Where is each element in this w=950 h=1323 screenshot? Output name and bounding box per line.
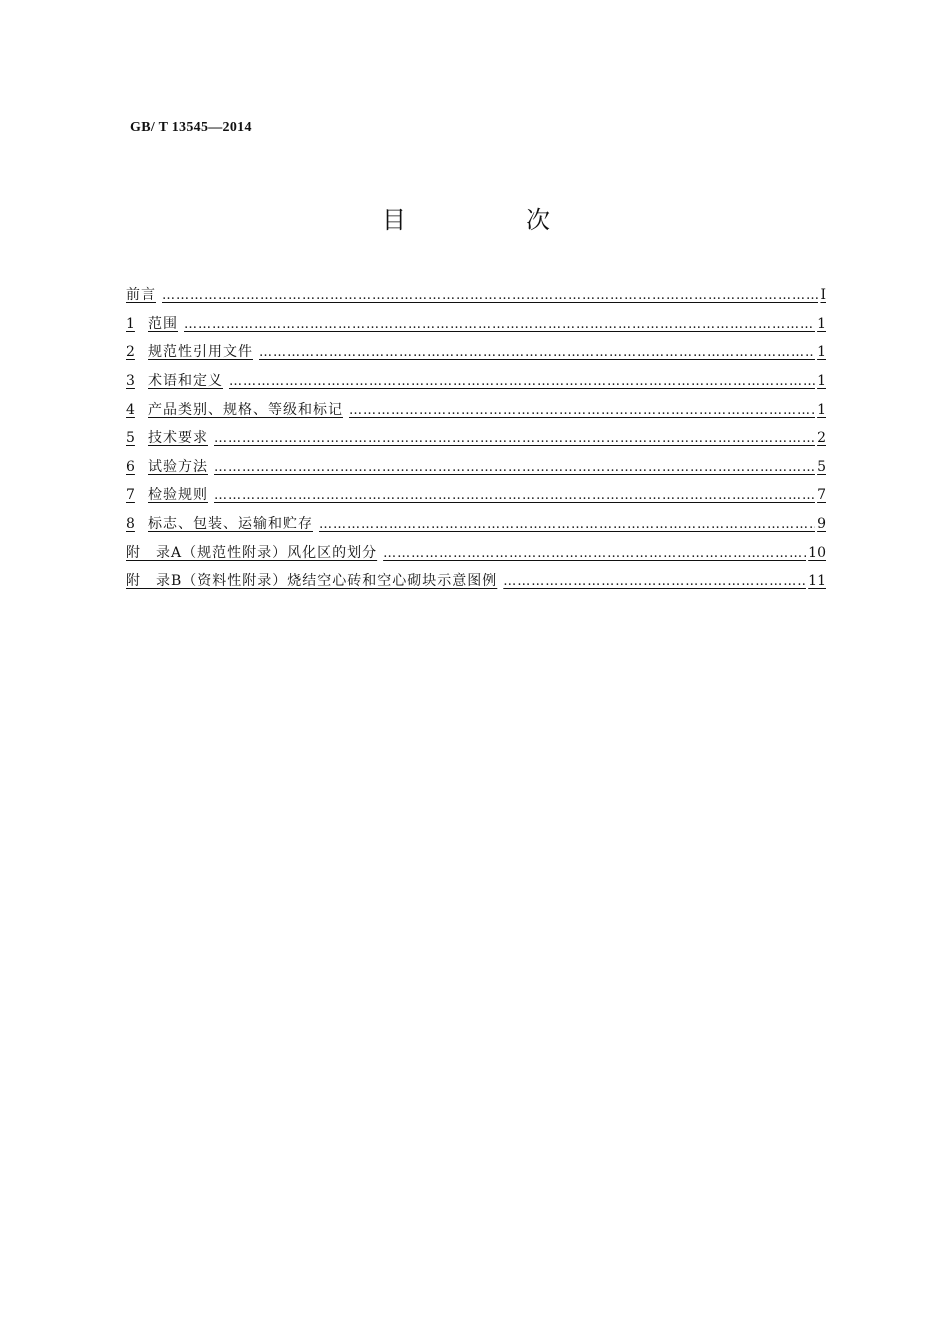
toc-leader-dots	[184, 317, 815, 332]
toc-leader-dots	[229, 374, 815, 389]
toc-section-number: 2	[126, 344, 135, 361]
toc-link[interactable]	[126, 313, 826, 333]
toc-link[interactable]	[126, 341, 826, 361]
toc-label: 范围	[148, 315, 178, 332]
toc-label: 技术要求	[148, 430, 208, 447]
toc-link[interactable]	[126, 570, 826, 590]
toc-entry-product-classification[interactable]	[126, 394, 826, 423]
toc-link[interactable]	[126, 399, 826, 419]
toc-page-number: 7	[817, 487, 826, 504]
toc-section-number: 6	[126, 458, 135, 475]
toc-leader-dots	[349, 403, 815, 418]
toc-label: 标志、包装、运输和贮存	[148, 516, 313, 533]
toc-page-number: 1	[817, 373, 826, 390]
toc-page-number: 1	[817, 344, 826, 361]
toc-page-number: 1	[817, 401, 826, 418]
toc-section-number: 4	[126, 401, 135, 418]
toc-page-number: 1	[817, 315, 826, 332]
toc-entry-normative-references[interactable]	[126, 337, 826, 366]
toc-page-number: 5	[817, 458, 826, 475]
toc-link[interactable]	[126, 427, 826, 447]
toc-label: 附 录A（规范性附录）风化区的划分	[126, 544, 378, 561]
toc-leader-dots	[162, 288, 818, 303]
toc-leader-dots	[503, 574, 806, 589]
toc-label: 附 录B（资料性附录）烧结空心砖和空心砌块示意图例	[126, 573, 498, 590]
toc-entry-terms-definitions[interactable]	[126, 366, 826, 395]
toc-label: 术语和定义	[148, 373, 223, 390]
toc-link[interactable]	[126, 284, 826, 304]
toc-link[interactable]	[126, 370, 826, 390]
toc-section-number: 7	[126, 487, 135, 504]
toc-entry-test-methods[interactable]	[126, 452, 826, 481]
toc-entry-foreword[interactable]	[126, 280, 826, 309]
toc-link[interactable]	[126, 542, 826, 562]
toc-link[interactable]	[126, 456, 826, 476]
toc-entry-marking-packaging[interactable]	[126, 509, 826, 538]
toc-entry-inspection-rules[interactable]	[126, 480, 826, 509]
toc-link[interactable]	[126, 484, 826, 504]
toc-label: 检验规则	[148, 487, 208, 504]
toc-label: 前言	[126, 287, 156, 304]
toc-leader-dots	[259, 345, 815, 360]
toc-page-number: 9	[817, 516, 826, 533]
toc-page-number: 11	[808, 573, 826, 590]
toc-leader-dots	[214, 488, 815, 503]
toc-link[interactable]	[126, 513, 826, 533]
toc-leader-dots	[383, 546, 806, 561]
toc-page-number: I	[820, 287, 826, 304]
table-of-contents	[126, 280, 826, 595]
toc-label: 规范性引用文件	[148, 344, 253, 361]
toc-section-number: 3	[126, 373, 135, 390]
toc-label: 产品类别、规格、等级和标记	[148, 401, 343, 418]
toc-page-number: 2	[817, 430, 826, 447]
toc-entry-technical-requirements[interactable]	[126, 423, 826, 452]
toc-entry-appendix-b[interactable]	[126, 566, 826, 595]
standard-code: GB/ T 13545—2014	[130, 120, 252, 135]
toc-section-number: 1	[126, 315, 135, 332]
toc-leader-dots	[214, 460, 815, 475]
toc-leader-dots	[214, 431, 815, 446]
toc-leader-dots	[319, 517, 815, 532]
toc-label: 试验方法	[148, 458, 208, 475]
toc-page-number: 10	[808, 544, 826, 561]
toc-section-number: 8	[126, 516, 135, 533]
toc-title: 目 次	[382, 206, 598, 234]
toc-entry-scope[interactable]	[126, 309, 826, 338]
toc-section-number: 5	[126, 430, 135, 447]
toc-entry-appendix-a[interactable]	[126, 537, 826, 566]
